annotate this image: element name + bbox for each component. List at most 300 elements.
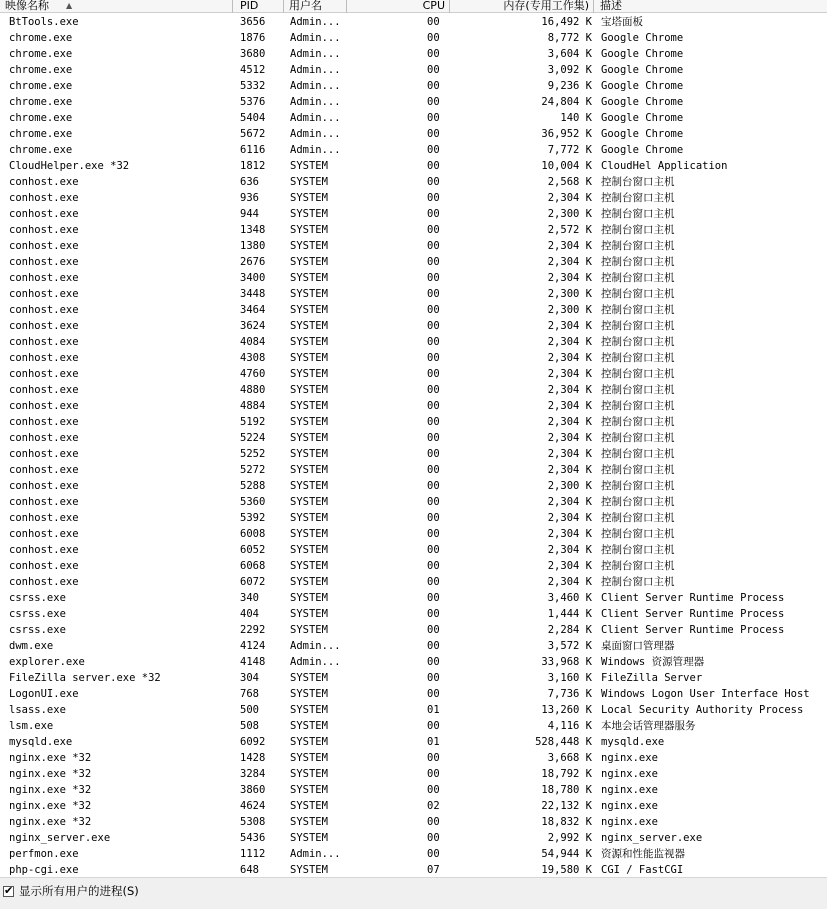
cell-cpu: 00 <box>427 560 440 572</box>
cell-user: SYSTEM <box>290 752 328 764</box>
cell-description: Google Chrome <box>601 96 684 108</box>
process-row[interactable] <box>0 654 827 670</box>
cell-pid: 5392 <box>240 512 266 524</box>
cell-pid: 4884 <box>240 400 266 412</box>
cell-description: nginx_server.exe <box>601 832 703 844</box>
process-row[interactable] <box>0 126 827 142</box>
column-header-cpu[interactable]: CPU <box>347 0 450 13</box>
process-row[interactable] <box>0 510 827 526</box>
cell-memory: 7,772 K <box>547 144 592 156</box>
process-row[interactable] <box>0 46 827 62</box>
column-header-user[interactable]: 用户名 <box>284 0 347 13</box>
cell-pid: 5360 <box>240 496 266 508</box>
process-row[interactable] <box>0 190 827 206</box>
cell-description: nginx.exe <box>601 752 658 764</box>
cell-description: 控制台窗口主机 <box>601 208 675 220</box>
column-header-pid[interactable]: PID <box>233 0 284 13</box>
cell-description: 控制台窗口主机 <box>601 512 675 524</box>
cell-description: 控制台窗口主机 <box>601 480 675 492</box>
cell-image-name: conhost.exe <box>9 208 79 220</box>
cell-pid: 6068 <box>240 560 266 572</box>
cell-memory: 3,572 K <box>547 640 592 652</box>
cell-pid: 4512 <box>240 64 266 76</box>
cell-image-name: conhost.exe <box>9 496 79 508</box>
cell-pid: 5288 <box>240 480 266 492</box>
cell-memory: 18,792 K <box>541 768 592 780</box>
cell-pid: 4760 <box>240 368 266 380</box>
cell-user: SYSTEM <box>290 272 328 284</box>
cell-description: nginx.exe <box>601 800 658 812</box>
process-row[interactable] <box>0 30 827 46</box>
cell-image-name: conhost.exe <box>9 576 79 588</box>
cell-image-name: chrome.exe <box>9 48 73 60</box>
cell-description: 控制台窗口主机 <box>601 432 675 444</box>
cell-cpu: 00 <box>427 672 440 684</box>
cell-memory: 2,300 K <box>547 304 592 316</box>
process-row[interactable] <box>0 478 827 494</box>
cell-cpu: 00 <box>427 432 440 444</box>
process-row[interactable] <box>0 414 827 430</box>
cell-pid: 5332 <box>240 80 266 92</box>
cell-user: Admin... <box>290 128 341 140</box>
cell-memory: 18,780 K <box>541 784 592 796</box>
cell-pid: 1876 <box>240 32 266 44</box>
cell-cpu: 02 <box>427 800 440 812</box>
cell-memory: 33,968 K <box>541 656 592 668</box>
cell-user: SYSTEM <box>290 688 328 700</box>
process-row[interactable] <box>0 686 827 702</box>
cell-pid: 4124 <box>240 640 266 652</box>
cell-image-name: conhost.exe <box>9 464 79 476</box>
process-row[interactable] <box>0 318 827 334</box>
cell-user: Admin... <box>290 48 341 60</box>
cell-description: 控制台窗口主机 <box>601 576 675 588</box>
cell-pid: 648 <box>240 864 259 876</box>
cell-image-name: nginx.exe *32 <box>9 816 92 828</box>
cell-memory: 2,304 K <box>547 464 592 476</box>
cell-pid: 1380 <box>240 240 266 252</box>
cell-pid: 4880 <box>240 384 266 396</box>
cell-description: Client Server Runtime Process <box>601 624 785 636</box>
process-row[interactable] <box>0 238 827 254</box>
cell-image-name: chrome.exe <box>9 96 73 108</box>
process-row[interactable] <box>0 734 827 750</box>
cell-image-name: conhost.exe <box>9 192 79 204</box>
cell-description: 控制台窗口主机 <box>601 464 675 476</box>
cell-image-name: chrome.exe <box>9 80 73 92</box>
process-row[interactable] <box>0 222 827 238</box>
column-header-image-name[interactable] <box>0 0 233 13</box>
cell-description: 控制台窗口主机 <box>601 352 675 364</box>
cell-cpu: 00 <box>427 160 440 172</box>
cell-user: SYSTEM <box>290 160 328 172</box>
sort-ascending-icon: ▲ <box>66 1 73 10</box>
process-row[interactable] <box>0 110 827 126</box>
cell-pid: 5376 <box>240 96 266 108</box>
cell-cpu: 00 <box>427 832 440 844</box>
cell-cpu: 00 <box>427 528 440 540</box>
process-row[interactable] <box>0 750 827 766</box>
cell-memory: 2,300 K <box>547 288 592 300</box>
cell-cpu: 00 <box>427 32 440 44</box>
process-row[interactable] <box>0 782 827 798</box>
cell-description: Client Server Runtime Process <box>601 592 785 604</box>
cell-image-name: conhost.exe <box>9 512 79 524</box>
cell-user: SYSTEM <box>290 704 328 716</box>
cell-memory: 3,460 K <box>547 592 592 604</box>
process-row[interactable] <box>0 446 827 462</box>
cell-description: 控制台窗口主机 <box>601 256 675 268</box>
cell-cpu: 00 <box>427 640 440 652</box>
cell-image-name: conhost.exe <box>9 352 79 364</box>
cell-pid: 5252 <box>240 448 266 460</box>
cell-cpu: 00 <box>427 96 440 108</box>
cell-user: SYSTEM <box>290 352 328 364</box>
process-row[interactable] <box>0 462 827 478</box>
process-row[interactable] <box>0 606 827 622</box>
cell-user: SYSTEM <box>290 528 328 540</box>
process-row[interactable] <box>0 846 827 862</box>
cell-cpu: 00 <box>427 848 440 860</box>
column-header-description[interactable]: 描述 <box>600 0 622 12</box>
cell-user: SYSTEM <box>290 544 328 556</box>
cell-user: SYSTEM <box>290 496 328 508</box>
process-row[interactable] <box>0 574 827 590</box>
process-row[interactable] <box>0 670 827 686</box>
column-header-image-name-label: 映像名称 <box>5 0 49 12</box>
process-row[interactable] <box>0 430 827 446</box>
checkbox-box[interactable] <box>3 883 14 897</box>
cell-image-name: lsass.exe <box>9 704 66 716</box>
cell-image-name: chrome.exe <box>9 144 73 156</box>
cell-description: Google Chrome <box>601 80 684 92</box>
cell-user: Admin... <box>290 144 341 156</box>
cell-cpu: 00 <box>427 608 440 620</box>
cell-memory: 2,300 K <box>547 480 592 492</box>
process-row[interactable] <box>0 494 827 510</box>
cell-pid: 5224 <box>240 432 266 444</box>
cell-user: SYSTEM <box>290 768 328 780</box>
cell-cpu: 00 <box>427 144 440 156</box>
cell-pid: 1112 <box>240 848 266 860</box>
cell-image-name: conhost.exe <box>9 560 79 572</box>
process-row[interactable] <box>0 542 827 558</box>
cell-memory: 2,304 K <box>547 432 592 444</box>
cell-memory: 10,004 K <box>541 160 592 172</box>
cell-pid: 1428 <box>240 752 266 764</box>
cell-cpu: 00 <box>427 816 440 828</box>
cell-image-name: nginx.exe *32 <box>9 784 92 796</box>
cell-description: Google Chrome <box>601 48 684 60</box>
cell-image-name: conhost.exe <box>9 528 79 540</box>
cell-description: 控制台窗口主机 <box>601 320 675 332</box>
cell-description: Google Chrome <box>601 32 684 44</box>
cell-pid: 3680 <box>240 48 266 60</box>
show-all-users-label: 显示所有用户的进程(S) <box>19 884 139 898</box>
cell-cpu: 00 <box>427 336 440 348</box>
cell-cpu: 01 <box>427 736 440 748</box>
cell-memory: 1,444 K <box>547 608 592 620</box>
cell-memory: 2,300 K <box>547 208 592 220</box>
cell-cpu: 00 <box>427 352 440 364</box>
process-row[interactable] <box>0 526 827 542</box>
process-row[interactable] <box>0 702 827 718</box>
process-row[interactable] <box>0 814 827 830</box>
process-row[interactable] <box>0 142 827 158</box>
cell-memory: 16,492 K <box>541 16 592 28</box>
cell-cpu: 00 <box>427 624 440 636</box>
cell-cpu: 00 <box>427 720 440 732</box>
process-row[interactable] <box>0 798 827 814</box>
cell-pid: 6052 <box>240 544 266 556</box>
cell-description: 控制台窗口主机 <box>601 400 675 412</box>
cell-image-name: conhost.exe <box>9 336 79 348</box>
cell-user: SYSTEM <box>290 288 328 300</box>
cell-user: Admin... <box>290 96 341 108</box>
cell-cpu: 01 <box>427 704 440 716</box>
cell-cpu: 00 <box>427 384 440 396</box>
cell-cpu: 00 <box>427 64 440 76</box>
checkmark-icon: ✔ <box>4 883 14 897</box>
cell-cpu: 00 <box>427 464 440 476</box>
process-row[interactable] <box>0 766 827 782</box>
process-row[interactable] <box>0 158 827 174</box>
cell-cpu: 00 <box>427 416 440 428</box>
cell-image-name: chrome.exe <box>9 64 73 76</box>
cell-user: SYSTEM <box>290 304 328 316</box>
cell-image-name: explorer.exe <box>9 656 85 668</box>
cell-pid: 6116 <box>240 144 266 156</box>
process-row[interactable] <box>0 718 827 734</box>
cell-memory: 2,304 K <box>547 256 592 268</box>
cell-cpu: 00 <box>427 128 440 140</box>
cell-image-name: chrome.exe <box>9 32 73 44</box>
process-row[interactable] <box>0 638 827 654</box>
cell-pid: 2676 <box>240 256 266 268</box>
cell-memory: 7,736 K <box>547 688 592 700</box>
cell-pid: 4084 <box>240 336 266 348</box>
process-row[interactable] <box>0 366 827 382</box>
cell-description: 控制台窗口主机 <box>601 416 675 428</box>
cell-memory: 2,284 K <box>547 624 592 636</box>
show-all-users-checkbox[interactable] <box>3 884 139 898</box>
cell-cpu: 00 <box>427 272 440 284</box>
cell-description: 控制台窗口主机 <box>601 176 675 188</box>
cell-pid: 404 <box>240 608 259 620</box>
cell-user: SYSTEM <box>290 368 328 380</box>
cell-memory: 2,304 K <box>547 272 592 284</box>
cell-user: Admin... <box>290 32 341 44</box>
cell-pid: 3656 <box>240 16 266 28</box>
cell-cpu: 00 <box>427 208 440 220</box>
cell-memory: 4,116 K <box>547 720 592 732</box>
cell-pid: 5436 <box>240 832 266 844</box>
cell-memory: 3,160 K <box>547 672 592 684</box>
cell-memory: 2,304 K <box>547 496 592 508</box>
process-row[interactable] <box>0 622 827 638</box>
cell-image-name: conhost.exe <box>9 448 79 460</box>
cell-image-name: php-cgi.exe <box>9 864 79 876</box>
cell-user: Admin... <box>290 112 341 124</box>
cell-description: Google Chrome <box>601 128 684 140</box>
cell-description: 控制台窗口主机 <box>601 496 675 508</box>
process-row[interactable] <box>0 830 827 846</box>
cell-pid: 508 <box>240 720 259 732</box>
cell-user: Admin... <box>290 656 341 668</box>
cell-description: Windows Logon User Interface Host <box>601 688 810 700</box>
cell-cpu: 00 <box>427 80 440 92</box>
process-row[interactable] <box>0 206 827 222</box>
cell-image-name: nginx.exe *32 <box>9 768 92 780</box>
cell-user: SYSTEM <box>290 416 328 428</box>
cell-user: SYSTEM <box>290 512 328 524</box>
cell-description: 控制台窗口主机 <box>601 224 675 236</box>
cell-pid: 944 <box>240 208 259 220</box>
process-row[interactable] <box>0 94 827 110</box>
process-row[interactable] <box>0 398 827 414</box>
cell-pid: 1812 <box>240 160 266 172</box>
cell-image-name: conhost.exe <box>9 224 79 236</box>
cell-memory: 2,992 K <box>547 832 592 844</box>
cell-pid: 6092 <box>240 736 266 748</box>
cell-image-name: csrss.exe <box>9 592 66 604</box>
cell-cpu: 00 <box>427 400 440 412</box>
cell-description: 控制台窗口主机 <box>601 528 675 540</box>
cell-description: 资源和性能监视器 <box>601 848 685 860</box>
cell-cpu: 00 <box>427 768 440 780</box>
cell-memory: 36,952 K <box>541 128 592 140</box>
process-row[interactable] <box>0 350 827 366</box>
cell-description: CGI / FastCGI <box>601 864 684 876</box>
cell-image-name: conhost.exe <box>9 368 79 380</box>
cell-description: nginx.exe <box>601 784 658 796</box>
cell-memory: 13,260 K <box>541 704 592 716</box>
process-row[interactable] <box>0 78 827 94</box>
cell-user: SYSTEM <box>290 224 328 236</box>
cell-cpu: 00 <box>427 224 440 236</box>
cell-description: 宝塔面板 <box>601 16 643 28</box>
cell-pid: 5672 <box>240 128 266 140</box>
cell-cpu: 00 <box>427 256 440 268</box>
cell-memory: 24,804 K <box>541 96 592 108</box>
cell-cpu: 00 <box>427 592 440 604</box>
cell-user: Admin... <box>290 16 341 28</box>
cell-image-name: conhost.exe <box>9 176 79 188</box>
process-row[interactable] <box>0 62 827 78</box>
cell-description: nginx.exe <box>601 816 658 828</box>
cell-pid: 636 <box>240 176 259 188</box>
cell-image-name: csrss.exe <box>9 624 66 636</box>
cell-memory: 140 K <box>560 112 592 124</box>
cell-description: nginx.exe <box>601 768 658 780</box>
cell-memory: 2,304 K <box>547 352 592 364</box>
cell-memory: 3,668 K <box>547 752 592 764</box>
process-row[interactable] <box>0 14 827 30</box>
cell-description: 控制台窗口主机 <box>601 384 675 396</box>
cell-user: SYSTEM <box>290 608 328 620</box>
cell-cpu: 00 <box>427 784 440 796</box>
cell-pid: 304 <box>240 672 259 684</box>
cell-image-name: lsm.exe <box>9 720 54 732</box>
cell-user: SYSTEM <box>290 560 328 572</box>
cell-image-name: conhost.exe <box>9 544 79 556</box>
process-row[interactable] <box>0 558 827 574</box>
cell-user: SYSTEM <box>290 720 328 732</box>
cell-user: SYSTEM <box>290 208 328 220</box>
cell-description: 控制台窗口主机 <box>601 368 675 380</box>
process-row[interactable] <box>0 862 827 876</box>
cell-user: SYSTEM <box>290 480 328 492</box>
cell-user: SYSTEM <box>290 592 328 604</box>
cell-image-name: chrome.exe <box>9 112 73 124</box>
cell-memory: 54,944 K <box>541 848 592 860</box>
cell-pid: 5308 <box>240 816 266 828</box>
cell-description: 控制台窗口主机 <box>601 304 675 316</box>
cell-cpu: 00 <box>427 176 440 188</box>
cell-image-name: CloudHelper.exe *32 <box>9 160 130 172</box>
cell-user: Admin... <box>290 848 341 860</box>
cell-image-name: conhost.exe <box>9 480 79 492</box>
cell-memory: 2,304 K <box>547 400 592 412</box>
process-row[interactable] <box>0 254 827 270</box>
cell-pid: 2292 <box>240 624 266 636</box>
cell-user: SYSTEM <box>290 240 328 252</box>
process-row[interactable] <box>0 286 827 302</box>
cell-image-name: conhost.exe <box>9 384 79 396</box>
cell-cpu: 00 <box>427 496 440 508</box>
cell-memory: 528,448 K <box>535 736 592 748</box>
cell-memory: 2,304 K <box>547 448 592 460</box>
cell-pid: 500 <box>240 704 259 716</box>
cell-cpu: 00 <box>427 304 440 316</box>
cell-memory: 2,304 K <box>547 368 592 380</box>
cell-user: SYSTEM <box>290 192 328 204</box>
cell-memory: 2,304 K <box>547 384 592 396</box>
process-row[interactable] <box>0 382 827 398</box>
cell-cpu: 00 <box>427 192 440 204</box>
cell-description: 桌面窗口管理器 <box>601 640 675 652</box>
cell-memory: 2,304 K <box>547 240 592 252</box>
column-header-memory[interactable]: 内存(专用工作集) <box>450 0 594 13</box>
cell-pid: 3400 <box>240 272 266 284</box>
process-row[interactable] <box>0 590 827 606</box>
process-list[interactable] <box>0 14 827 876</box>
process-row[interactable] <box>0 302 827 318</box>
cell-cpu: 00 <box>427 688 440 700</box>
process-row[interactable] <box>0 270 827 286</box>
process-row[interactable] <box>0 334 827 350</box>
cell-image-name: dwm.exe <box>9 640 54 652</box>
cell-description: 控制台窗口主机 <box>601 336 675 348</box>
cell-cpu: 07 <box>427 864 440 876</box>
cell-image-name: conhost.exe <box>9 400 79 412</box>
cell-memory: 2,304 K <box>547 512 592 524</box>
cell-image-name: mysqld.exe <box>9 736 73 748</box>
cell-cpu: 00 <box>427 512 440 524</box>
process-row[interactable] <box>0 174 827 190</box>
cell-memory: 2,304 K <box>547 320 592 332</box>
cell-cpu: 00 <box>427 656 440 668</box>
cell-image-name: csrss.exe <box>9 608 66 620</box>
cell-user: SYSTEM <box>290 672 328 684</box>
cell-user: Admin... <box>290 80 341 92</box>
cell-image-name: perfmon.exe <box>9 848 79 860</box>
cell-cpu: 00 <box>427 16 440 28</box>
cell-image-name: conhost.exe <box>9 288 79 300</box>
cell-cpu: 00 <box>427 112 440 124</box>
cell-image-name: conhost.exe <box>9 256 79 268</box>
cell-user: Admin... <box>290 64 341 76</box>
